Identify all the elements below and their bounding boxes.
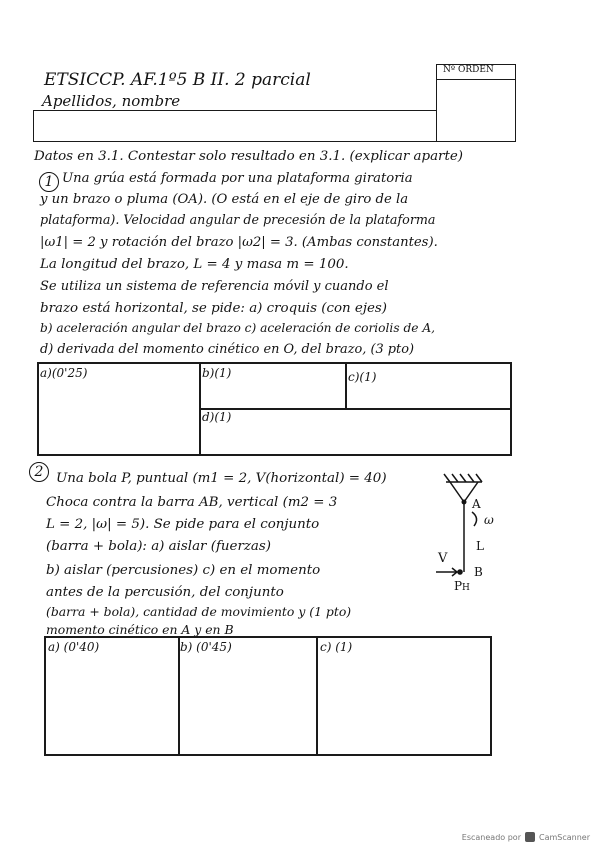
camscanner-label: CamScanner	[538, 832, 590, 842]
fig-label-b: B	[474, 565, 483, 579]
pin-a	[462, 500, 467, 505]
omega-arrow	[472, 512, 477, 526]
ball-p	[457, 569, 463, 575]
scanned-by-label: Escaneado por	[461, 832, 521, 842]
problem1-cell-d[interactable]: d)(1)	[202, 410, 232, 424]
problem2-cell-c[interactable]: c) (1)	[320, 640, 353, 654]
fig-label-v: V	[438, 551, 448, 566]
problem1-line-8: b) aceleración angular del brazo c) aceleración de coriolis de A,	[40, 321, 436, 335]
problem2-line-3: L = 2, |ω| = 5). Se pide para el conjunto	[46, 517, 320, 532]
fig-label-l: L	[476, 539, 484, 553]
problem2-answer-grid	[44, 636, 492, 756]
problem2-cell-b[interactable]: b) (0'45)	[180, 640, 232, 654]
camscanner-logo-icon	[525, 832, 535, 842]
hatch-4	[468, 474, 474, 482]
camscanner-footer	[462, 832, 590, 842]
problem1-cell-c[interactable]: c)(1)	[348, 370, 377, 384]
fig-label-h: H	[462, 583, 470, 593]
problem2-line-6: antes de la percusión, del conjunto	[46, 585, 284, 600]
problem1-line-1: Una grúa está formada por una plataforma giratoria	[62, 171, 413, 186]
problem2-cell-a[interactable]: a) (0'40)	[48, 640, 100, 654]
instructions: Datos en 3.1. Contestar solo resultado en 3.1. (explicar aparte)	[34, 149, 463, 164]
problem1-line-6: Se utiliza un sistema de referencia móvil y cuando el	[40, 279, 389, 294]
hatch-2	[452, 474, 458, 482]
fig-label-p: P	[454, 579, 463, 593]
hatch-3	[460, 474, 466, 482]
order-box[interactable]	[436, 64, 516, 142]
order-label: Nº ORDEN	[443, 65, 494, 75]
problem1-cell-a[interactable]: a)(0'25)	[40, 366, 88, 380]
problem1-cell-b[interactable]: b)(1)	[202, 366, 232, 380]
problem2-line-8: momento cinético en A y en B	[46, 622, 234, 637]
problem2-line-5: b) aislar (percusiones) c) en el momento	[46, 563, 321, 578]
course-header: ETSICCP. AF.1º5 B II. 2 parcial	[44, 70, 311, 90]
problem1-answer-grid	[37, 362, 512, 456]
problem2-figure	[428, 468, 512, 598]
problem2-line-2: Choca contra la barra AB, vertical (m2 = 3	[46, 495, 338, 510]
hatch-1	[444, 474, 450, 482]
problem2-line-4: (barra + bola): a) aislar (fuerzas)	[46, 539, 271, 554]
problem2-line-7: (barra + bola), cantidad de movimiento y (1 pto)	[46, 604, 352, 619]
fig-label-w: ω	[484, 513, 494, 527]
problem1-line-5: La longitud del brazo, L = 4 y masa m = 100.	[40, 257, 349, 272]
problem2-number: 2	[29, 462, 49, 482]
problem2-line-1: Una bola P, puntual (m1 = 2, V(horizontal) = 40)	[56, 471, 387, 486]
problem1-line-3: plataforma). Velocidad angular de precesión de la plataforma	[40, 212, 436, 227]
name-field[interactable]	[33, 110, 437, 142]
problem1-line-2: y un brazo o pluma (OA). (O está en el eje de giro de la	[40, 192, 409, 207]
name-label: Apellidos, nombre	[42, 92, 181, 110]
problem1-line-7: brazo está horizontal, se pide: a) croquis (con ejes)	[40, 301, 387, 316]
hatch-5	[476, 474, 482, 482]
problem1-line-4: |ω1| = 2 y rotación del brazo |ω2| = 3. (Ambas constantes).	[40, 235, 438, 250]
problem1-line-9: d) derivada del momento cinético en O, del brazo, (3 pto)	[40, 342, 415, 357]
problem1-number: 1	[39, 172, 59, 192]
fig-label-a: A	[472, 497, 481, 511]
